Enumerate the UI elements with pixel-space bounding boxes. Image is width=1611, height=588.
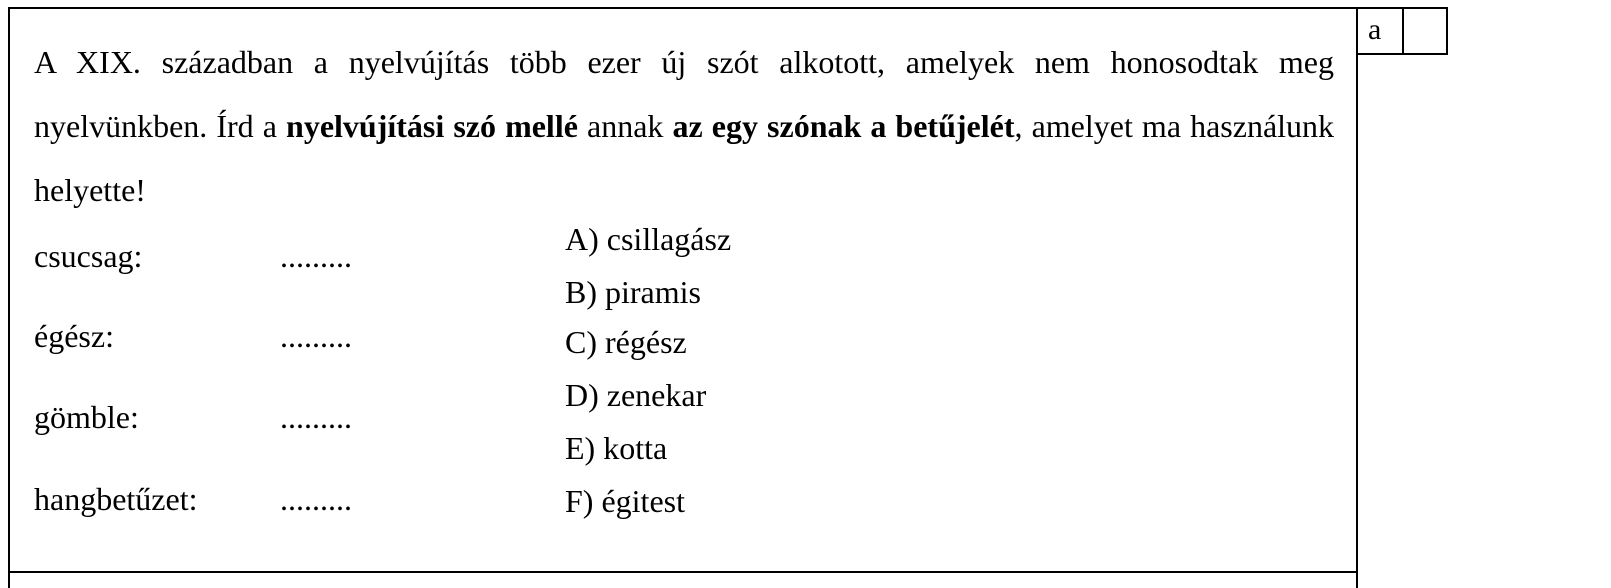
option-c: C) régész <box>565 324 687 360</box>
word-label-hangbetuzet: hangbetűzet: <box>34 481 198 517</box>
instruction-bold-1: nyelvújítási szó mellé <box>286 108 578 144</box>
word-label-csucsag: csucsag: <box>34 238 143 274</box>
instruction-text-1: A XIX. században a nyelvújítás több ezer új szót alkotott, amelyek nem honosodtak meg nyelvünkben. Írd a <box>34 44 1334 144</box>
instruction-text-3: , amelyet ma használunk helyette! <box>34 108 1335 208</box>
word-label-gomble: gömble: <box>34 399 139 435</box>
answer-blank-csucsag[interactable]: ......... <box>280 238 352 274</box>
option-f: F) égitest <box>565 483 685 519</box>
answer-blank-hangbetuzet[interactable]: ......... <box>280 481 352 517</box>
task-instruction <box>34 30 1334 222</box>
score-label: a <box>1368 13 1382 46</box>
word-label-egesz: égész: <box>34 318 114 354</box>
option-d: D) zenekar <box>565 377 707 413</box>
answer-blank-egesz[interactable]: ......... <box>280 318 352 354</box>
instruction-bold-2: az egy szónak a betűjelét <box>672 108 1015 144</box>
option-b: B) piramis <box>565 274 701 310</box>
score-box-divider <box>1402 7 1404 55</box>
option-a: A) csillagász <box>565 221 732 257</box>
task-bottom-divider <box>8 571 1358 573</box>
option-e: E) kotta <box>565 430 668 466</box>
instruction-text-2: annak <box>577 108 673 144</box>
answer-blank-gomble[interactable]: ......... <box>280 399 352 435</box>
